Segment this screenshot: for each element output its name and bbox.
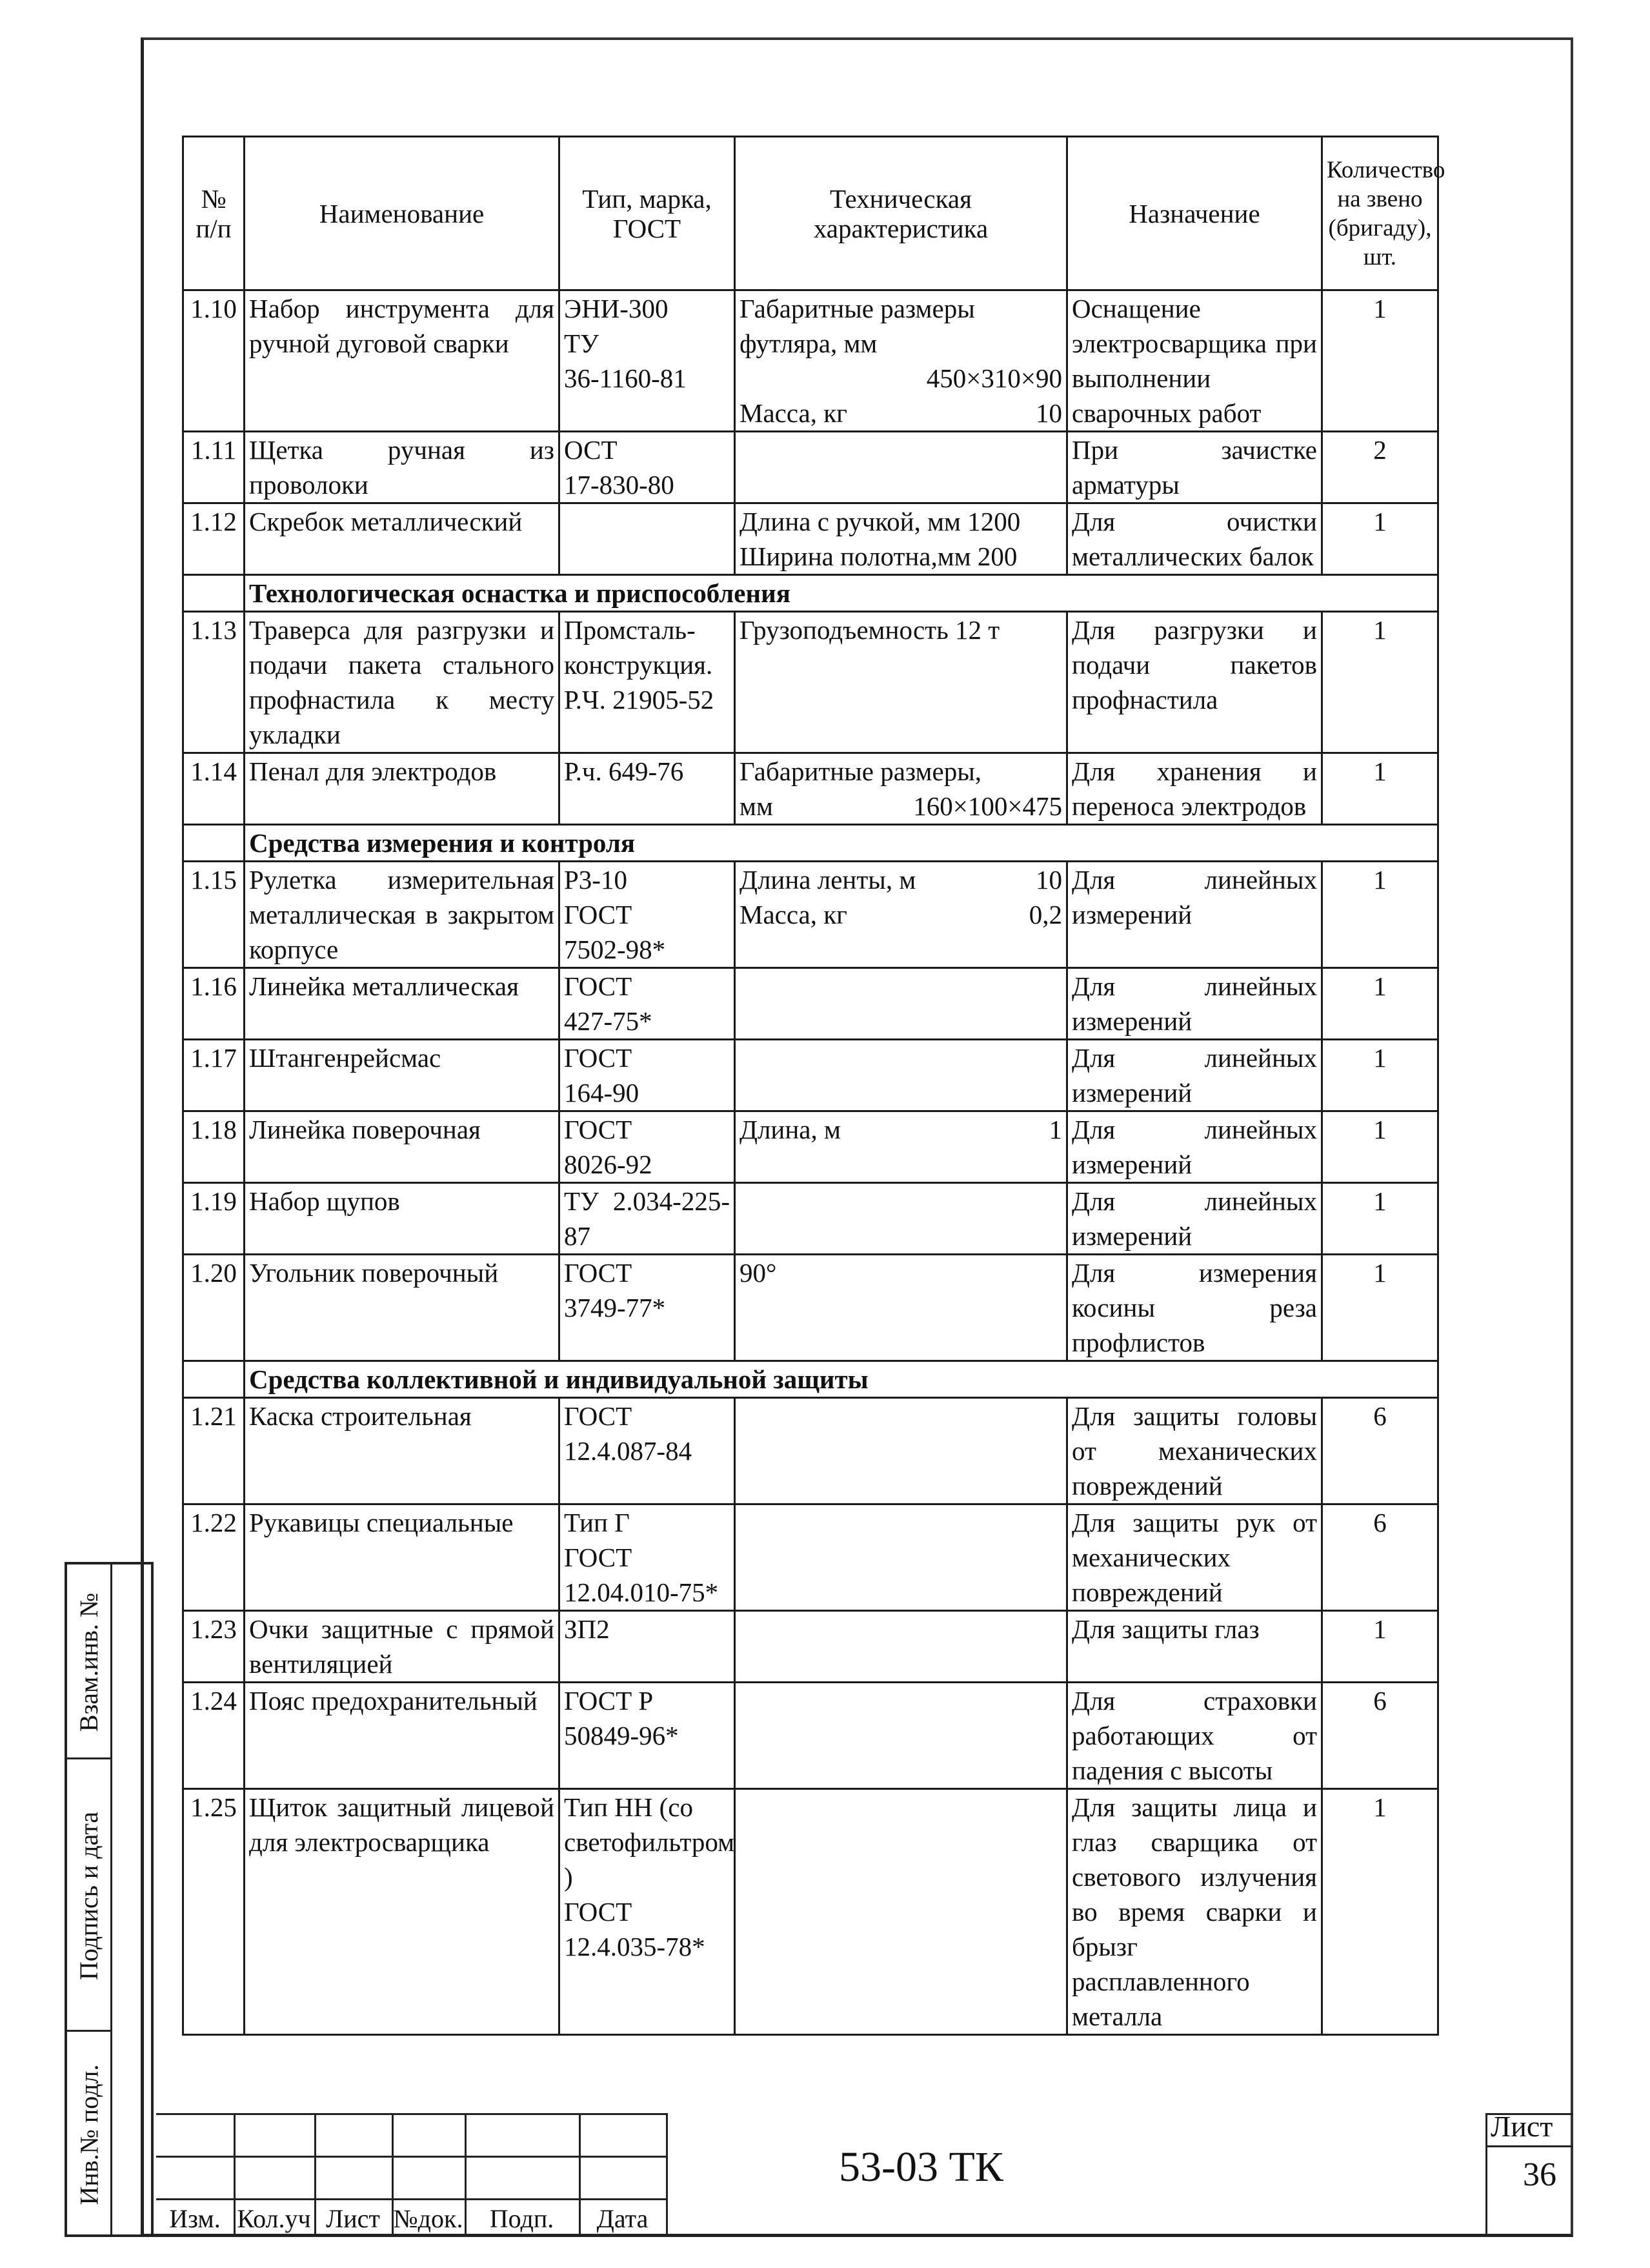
spec-value: 160×100×475	[913, 791, 1062, 821]
row-qty: 6	[1322, 1504, 1438, 1611]
row-num: 1.24	[183, 1683, 245, 1789]
row-type: Тип НН (со светофильтром ) ГОСТ 12.4.035-78*	[559, 1789, 735, 2035]
header-name: Наименование	[245, 137, 559, 290]
row-purpose: Для очистки металлических балок	[1067, 503, 1322, 575]
header-purpose: Назначение	[1067, 137, 1322, 290]
row-num: 1.11	[183, 432, 245, 503]
row-qty: 1	[1322, 290, 1438, 432]
table-row	[183, 1683, 1438, 1789]
spec-line: Длина ленты, м	[739, 865, 916, 895]
row-type: ГОСТ 12.4.087-84	[559, 1398, 735, 1504]
spec-line: Длина с ручкой, мм 1200	[739, 507, 1021, 536]
header-num: № п/п	[183, 137, 245, 290]
table-row	[183, 1789, 1438, 2035]
row-spec	[735, 290, 1067, 432]
row-purpose: Для разгрузки и подачи пакетов профнастила	[1067, 612, 1322, 753]
row-qty: 1	[1322, 503, 1438, 575]
row-spec: 90°	[735, 1255, 1067, 1361]
row-qty: 1	[1322, 862, 1438, 968]
row-name: Линейка металлическая	[245, 968, 559, 1040]
row-type: Тип Г ГОСТ 12.04.010-75*	[559, 1504, 735, 1611]
table-row	[183, 968, 1438, 1040]
section-row	[183, 1361, 1438, 1398]
table-row	[183, 753, 1438, 825]
row-spec	[735, 753, 1067, 825]
row-num: 1.23	[183, 1611, 245, 1683]
row-spec	[735, 1111, 1067, 1183]
row-num: 1.13	[183, 612, 245, 753]
row-name: Траверса для разгрузки и подачи пакета стального профнастила к месту укладки	[245, 612, 559, 753]
side-label-inv: Инв.№ подл.	[74, 2064, 104, 2205]
row-type: ГОСТ 3749-77*	[559, 1255, 735, 1361]
row-qty: 6	[1322, 1398, 1438, 1504]
row-purpose: Для линейных измерений	[1067, 1183, 1322, 1255]
row-type: ОСТ 17-830-80	[559, 432, 735, 503]
row-name: Набор щупов	[245, 1183, 559, 1255]
row-qty: 1	[1322, 1111, 1438, 1183]
row-name: Пенал для электродов	[245, 753, 559, 825]
row-name: Набор инструмента для ручной дуговой сварки	[245, 290, 559, 432]
row-num: 1.25	[183, 1789, 245, 2035]
table-row	[183, 1504, 1438, 1611]
table-row	[183, 432, 1438, 503]
row-purpose: При зачистке арматуры	[1067, 432, 1322, 503]
table-row	[183, 1183, 1438, 1255]
row-num: 1.18	[183, 1111, 245, 1183]
spec-line: Масса, кг	[739, 900, 847, 929]
row-num: 1.10	[183, 290, 245, 432]
row-purpose: Для защиты головы от механических повреждений	[1067, 1398, 1322, 1504]
header-spec: Техническая характеристика	[735, 137, 1067, 290]
equipment-table	[182, 136, 1445, 2036]
row-num: 1.20	[183, 1255, 245, 1361]
table-row	[183, 1255, 1438, 1361]
row-num: 1.15	[183, 862, 245, 968]
row-type: ТУ 2.034-225-87	[559, 1183, 735, 1255]
table-row	[183, 1040, 1438, 1111]
row-name: Скребок металлический	[245, 503, 559, 575]
stamp-podp: Подп.	[489, 2204, 554, 2233]
row-purpose: Для защиты лица и глаз сварщика от светового излучения во время сварки и брызг расплавленного металла	[1067, 1789, 1322, 2035]
row-name: Щиток защитный лицевой для электросварщика	[245, 1789, 559, 2035]
row-type: Р3-10 ГОСТ 7502-98*	[559, 862, 735, 968]
row-name: Угольник поверочный	[245, 1255, 559, 1361]
document-code: 53-03 ТК	[839, 2143, 1003, 2191]
row-purpose: Для линейных измерений	[1067, 862, 1322, 968]
row-type: ГОСТ 427-75*	[559, 968, 735, 1040]
row-qty: 6	[1322, 1683, 1438, 1789]
row-purpose: Для измерения косины реза профлистов	[1067, 1255, 1322, 1361]
header-type: Тип, марка, ГОСТ	[559, 137, 735, 290]
row-qty: 1	[1322, 612, 1438, 753]
spec-line: 450×310×90	[926, 363, 1062, 393]
row-name: Щетка ручная из проволоки	[245, 432, 559, 503]
row-purpose: Для защиты рук от механических повреждений	[1067, 1504, 1322, 1611]
spec-value: 10	[1036, 398, 1062, 428]
spec-value: 10	[1036, 865, 1062, 895]
stamp-kolvo: Кол.уч	[237, 2204, 311, 2233]
row-num: 1.17	[183, 1040, 245, 1111]
row-purpose: Оснащение электросварщика при выполнении сварочных работ	[1067, 290, 1322, 432]
row-name: Рулетка измерительная металлическая в закрытом корпусе	[245, 862, 559, 968]
table-header-row	[183, 137, 1438, 290]
table-row	[183, 1111, 1438, 1183]
table-row	[183, 612, 1438, 753]
row-qty: 1	[1322, 753, 1438, 825]
row-num: 1.16	[183, 968, 245, 1040]
row-type: Промсталь-конструкция. Р.Ч. 21905-52	[559, 612, 735, 753]
spec-line: Длина, м	[739, 1115, 841, 1144]
section-row	[183, 575, 1438, 612]
table-row	[183, 1398, 1438, 1504]
sheet-label: Лист	[1491, 2110, 1553, 2143]
row-purpose: Для хранения и переноса электродов	[1067, 753, 1322, 825]
row-purpose: Для линейных измерений	[1067, 968, 1322, 1040]
row-name: Линейка поверочная	[245, 1111, 559, 1183]
row-qty: 1	[1322, 968, 1438, 1040]
row-name: Рукавицы специальные	[245, 1504, 559, 1611]
row-qty: 1	[1322, 1255, 1438, 1361]
row-qty: 2	[1322, 432, 1438, 503]
row-name: Каска строительная	[245, 1398, 559, 1504]
row-type: Р.ч. 649-76	[559, 753, 735, 825]
stamp-list: Лист	[326, 2204, 380, 2233]
row-purpose: Для страховки работающих от падения с высоты	[1067, 1683, 1322, 1789]
stamp-ndok: №док.	[393, 2204, 463, 2233]
row-qty: 1	[1322, 1040, 1438, 1111]
row-num: 1.19	[183, 1183, 245, 1255]
row-spec: Грузоподъемность 12 т	[735, 612, 1067, 753]
row-purpose: Для линейных измерений	[1067, 1111, 1322, 1183]
row-type: ГОСТ 164-90	[559, 1040, 735, 1111]
section-row	[183, 825, 1438, 862]
spec-line: мм	[739, 791, 773, 821]
spec-value: 0,2	[1029, 900, 1062, 929]
spec-value: 1	[1049, 1115, 1062, 1144]
row-num: 1.21	[183, 1398, 245, 1504]
stamp-izm: Изм.	[169, 2204, 221, 2233]
row-num: 1.12	[183, 503, 245, 575]
row-type: ГОСТ Р 50849-96*	[559, 1683, 735, 1789]
table-row	[183, 290, 1438, 432]
row-qty: 1	[1322, 1789, 1438, 2035]
row-type: ЗП2	[559, 1611, 735, 1683]
row-purpose: Для защиты глаз	[1067, 1611, 1322, 1683]
row-spec	[735, 862, 1067, 968]
row-type: ЭНИ-300 ТУ 36-1160-81	[559, 290, 735, 432]
side-stamp-strip	[65, 1562, 154, 2237]
row-name: Очки защитные с прямой вентиляцией	[245, 1611, 559, 1683]
side-label-vzam: Взам.инв. №	[74, 1592, 104, 1732]
spec-line: Габаритные размеры,	[739, 756, 981, 786]
row-qty: 1	[1322, 1611, 1438, 1683]
header-qty: Количество на звено (бригаду), шт.	[1322, 137, 1438, 290]
stamp-data: Дата	[596, 2204, 649, 2233]
row-purpose: Для линейных измерений	[1067, 1040, 1322, 1111]
row-spec	[735, 503, 1067, 575]
row-num: 1.14	[183, 753, 245, 825]
section-title: Средства измерения и контроля	[245, 825, 1438, 862]
section-title: Средства коллективной и индивидуальной защиты	[245, 1361, 1438, 1398]
spec-line: Габаритные размеры футляра, мм	[739, 294, 975, 358]
row-name: Штангенрейсмас	[245, 1040, 559, 1111]
spec-line: Ширина полотна,мм 200	[739, 542, 1018, 571]
table-row	[183, 862, 1438, 968]
section-title: Технологическая оснастка и приспособления	[245, 575, 1438, 612]
row-num: 1.22	[183, 1504, 245, 1611]
row-type: ГОСТ 8026-92	[559, 1111, 735, 1183]
sheet-number: 36	[1523, 2156, 1556, 2193]
side-label-podpis: Подпись и дата	[74, 1811, 103, 1980]
table-row	[183, 1611, 1438, 1683]
row-name: Пояс предохранительный	[245, 1683, 559, 1789]
table-row	[183, 503, 1438, 575]
row-qty: 1	[1322, 1183, 1438, 1255]
spec-line: Масса, кг	[739, 398, 847, 428]
